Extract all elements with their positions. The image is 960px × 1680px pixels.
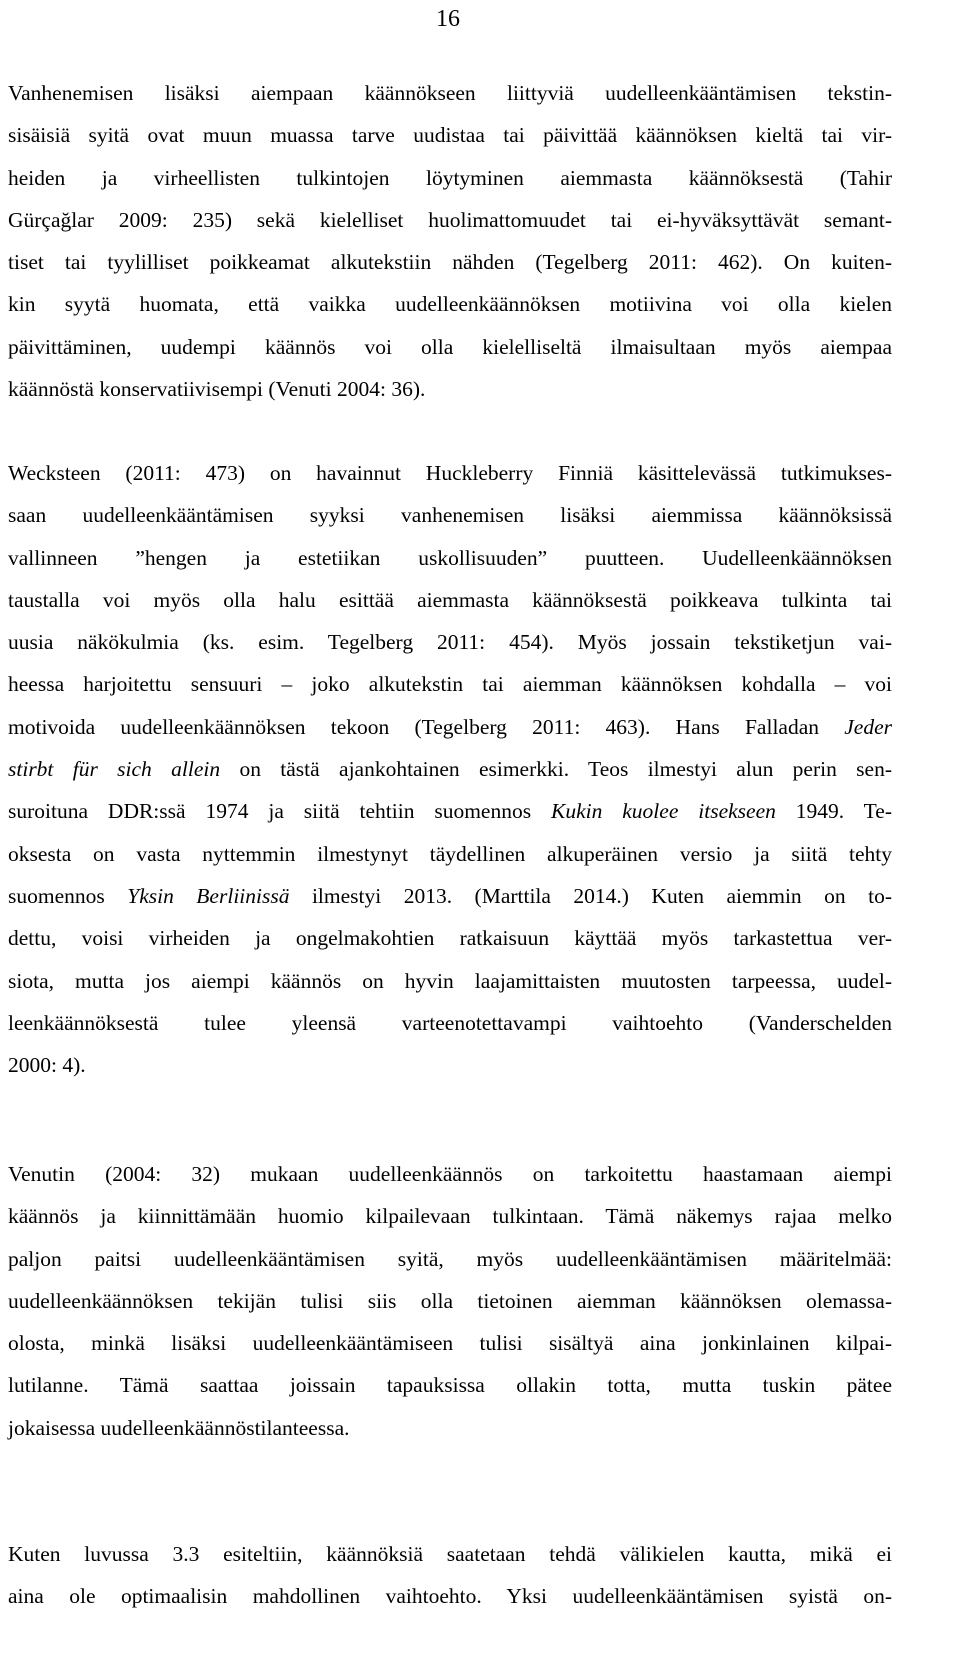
text-segment: käännöstä konservatiivisempi (Venuti 2004: 36). xyxy=(8,377,426,402)
text-segment: päivittäminen, uudempi käännös voi olla kielelliseltä ilmaisultaan myös aiempaa xyxy=(8,334,892,359)
page-number: 16 xyxy=(436,6,460,32)
text-line xyxy=(8,72,892,114)
text-segment: käännös ja kiinnittämään huomio kilpailevaan tulkintaan. Tämä näkemys rajaa melko xyxy=(8,1204,892,1229)
italic-title: Kukin kuolee itsekseen xyxy=(551,799,776,824)
text-segment: Gürçağlar 2009: 235) sekä kielelliset huolimattomuudet tai ei-hyväksyttävät semant- xyxy=(8,207,892,232)
text-line xyxy=(8,579,892,621)
text-line xyxy=(8,663,892,705)
text-segment: Kuten luvussa 3.3 esiteltiin, käännöksiä saatetaan tehdä välikielen kautta, mikä ei xyxy=(8,1542,892,1566)
text-line xyxy=(8,1575,892,1617)
text-line xyxy=(8,1364,892,1406)
text-line xyxy=(8,1533,892,1575)
text-line xyxy=(8,917,892,959)
text-line xyxy=(8,157,892,199)
text-segment: paljon paitsi uudelleenkääntämisen syitä, myös uudelleenkääntämisen määritelmää: xyxy=(8,1246,892,1271)
text-segment: lutilanne. Tämä saattaa joissain tapauksissa ollakin totta, mutta tuskin pätee xyxy=(8,1373,892,1398)
text-segment: dettu, voisi virheiden ja ongelmakohtien ratkaisuun käyttää myös tarkastettua ver- xyxy=(8,926,892,951)
text-segment: motivoida uudelleenkäännöksen tekoon (Tegelberg 2011: 463). Hans Falladan xyxy=(8,714,845,739)
text-line xyxy=(8,621,892,663)
text-line xyxy=(8,1322,892,1364)
text-segment: heessa harjoitettu sensuuri – joko alkutekstin tai aiemman käännöksen kohdalla – voi xyxy=(8,672,892,697)
paragraph xyxy=(8,1153,892,1449)
text-line xyxy=(8,833,892,875)
text-segment: jokaisessa uudelleenkäännöstilanteessa. xyxy=(8,1415,350,1440)
text-segment: taustalla voi myös olla halu esittää aiemmasta käännöksestä poikkeava tulkinta tai xyxy=(8,587,892,612)
text-segment: heiden ja virheellisten tulkintojen löytyminen aiemmasta käännöksestä (Tahir xyxy=(8,165,892,190)
text-segment: on tästä ajankohtainen esimerkki. Teos ilmestyi alun perin sen- xyxy=(220,757,892,782)
text-segment: sisäisiä syitä ovat muun muassa tarve uudistaa tai päivittää käännöksen kieltä tai vir- xyxy=(8,123,892,148)
text-segment: oksesta on vasta nyttemmin ilmestynyt täydellinen alkuperäinen versio ja siitä tehty xyxy=(8,841,892,866)
text-segment: aina ole optimaalisin mahdollinen vaihtoehto. Yksi uudelleenkääntämisen syistä on- xyxy=(8,1584,892,1609)
text-segment: Wecksteen (2011: 473) on havainnut Huckleberry Finniä käsittelevässä tutkimukses- xyxy=(8,461,892,485)
text-segment: kin syytä huomata, että vaikka uudelleenkäännöksen motiivina voi olla kielen xyxy=(8,292,892,317)
text-segment: 1949. Te- xyxy=(775,799,892,824)
text-line xyxy=(8,1238,892,1280)
italic-title: stirbt für sich allein xyxy=(8,757,221,782)
text-segment: uudelleenkäännöksen tekijän tulisi siis olla tietoinen aiemman käännöksen olemassa- xyxy=(8,1288,892,1313)
text-segment: uusia näkökulmia (ks. esim. Tegelberg 2011: 454). Myös jossain tekstiketjun vai- xyxy=(8,630,892,655)
text-line xyxy=(8,790,892,832)
text-segment: ilmestyi 2013. (Marttila 2014.) Kuten aiemmin on to- xyxy=(289,883,893,908)
paragraph xyxy=(8,452,892,1086)
text-segment: leenkäännöksestä tulee yleensä varteenotettavampi vaihtoehto (Vanderschelden xyxy=(8,1010,892,1035)
text-line xyxy=(8,537,892,579)
text-line xyxy=(8,326,892,368)
text-segment: olosta, minkä lisäksi uudelleenkääntämiseen tulisi sisältyä aina jonkinlainen kilpai- xyxy=(8,1331,892,1356)
text-segment: 2000: 4). xyxy=(8,1053,86,1078)
text-line xyxy=(8,1407,892,1449)
text-segment: suomennos xyxy=(8,883,128,908)
text-line xyxy=(8,114,892,156)
text-line xyxy=(8,494,892,536)
text-line xyxy=(8,960,892,1002)
text-line xyxy=(8,1153,892,1195)
text-segment: tiset tai tyylilliset poikkeamat alkutekstiin nähden (Tegelberg 2011: 462). On kuiten- xyxy=(8,250,892,275)
text-line xyxy=(8,452,892,494)
text-line xyxy=(8,706,892,748)
text-line xyxy=(8,1044,892,1086)
text-segment: saan uudelleenkääntämisen syyksi vanhenemisen lisäksi aiemmissa käännöksissä xyxy=(8,503,892,528)
paragraph xyxy=(8,72,892,410)
text-line xyxy=(8,1002,892,1044)
text-line xyxy=(8,748,892,790)
text-line xyxy=(8,241,892,283)
italic-title: Yksin Berliinissä xyxy=(127,883,290,908)
text-line xyxy=(8,368,892,410)
text-segment: suroituna DDR:ssä 1974 ja siitä tehtiin suomennos xyxy=(8,799,551,824)
italic-title: Jeder xyxy=(844,714,892,739)
text-line xyxy=(8,199,892,241)
text-segment: Venutin (2004: 32) mukaan uudelleenkäännös on tarkoitettu haastamaan aiempi xyxy=(8,1162,892,1186)
paragraph xyxy=(8,1533,892,1618)
text-line xyxy=(8,1280,892,1322)
text-segment: vallinneen ”hengen ja estetiikan uskollisuuden” puutteen. Uudelleenkäännöksen xyxy=(8,545,892,570)
text-line xyxy=(8,1195,892,1237)
text-segment: Vanhenemisen lisäksi aiempaan käännökseen liittyviä uudelleenkääntämisen tekstin- xyxy=(8,81,892,105)
text-segment: siota, mutta jos aiempi käännös on hyvin laajamittaisten muutosten tarpeessa, uudel- xyxy=(8,968,892,993)
text-line xyxy=(8,875,892,917)
text-line xyxy=(8,283,892,325)
